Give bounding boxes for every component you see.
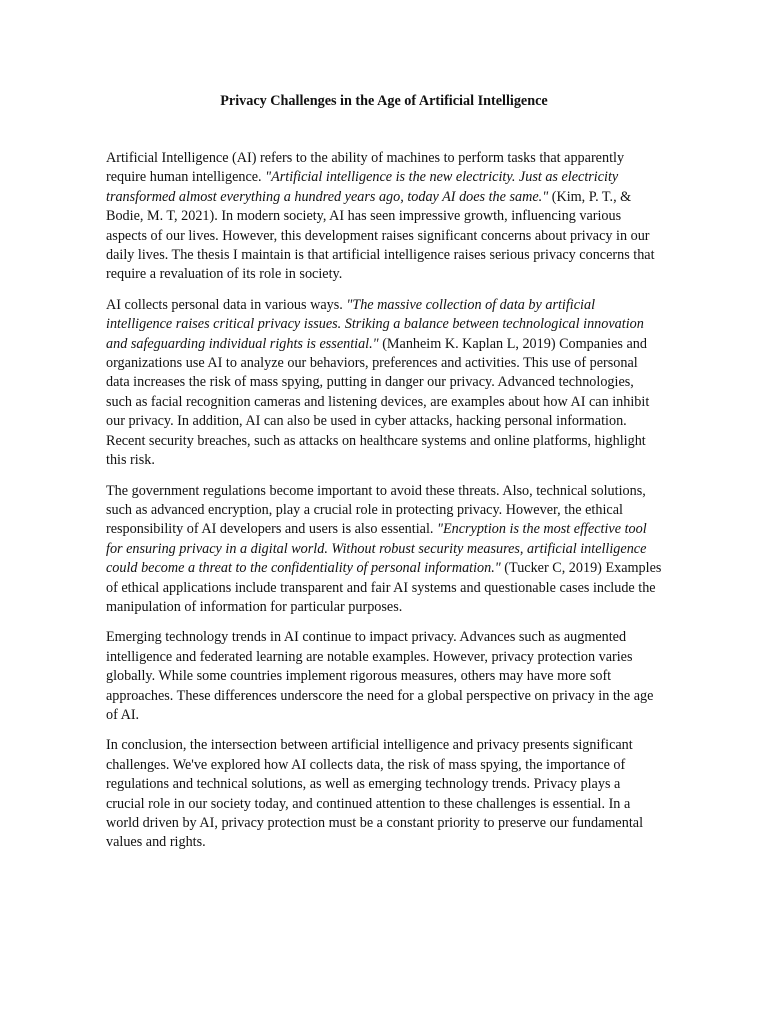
paragraph-text: (Manheim K. Kaplan L, 2019) Companies and organizations use AI to analyze our behaviors, preferences and activities. This use of personal data increases the risk of mass spying, putting in danger our privacy. Advanced technologies, such as facial recognition cameras and listening devices, are examples about how AI can inhibit our privacy. In addition, AI can also be used in cyber attacks, hacking personal information. Recent security breaches, such as attacks on healthcare systems and online platforms, highlight this risk. [106,335,650,469]
paragraph-text: In conclusion, the intersection between artificial intelligence and privacy presents significant challenges. We've explored how AI collects data, the risk of mass spying, the importance of regulations and technical solutions, as well as emerging technology trends. Privacy plays a crucial role in our society today, and continued attention to these challenges is essential. In a world driven by AI, privacy protection must be a constant priority to preserve our fundamental values and rights. [106,737,644,851]
paragraph-data-collection [106,296,662,471]
document-title: Privacy Challenges in the Age of Artificial Intelligence [220,93,548,109]
paragraph-text: The government regulations become important to avoid these threats. Also, technical solutions, such as advanced encryption, play a crucial role in protecting privacy. However, the ethical responsibility of AI developers and users is also essential. [106,482,646,538]
document-body [106,149,662,864]
paragraph-text: AI collects personal data in various ways. [106,296,347,313]
paragraph-text: Artificial Intelligence (AI) refers to the ability of machines to perform tasks that apparently require human intelligence. [106,150,625,186]
quote-text: "Artificial intelligence is the new electricity. Just as electricity transformed almost everything a hundred years ago, today AI does the same." [106,169,619,205]
quote-text: "Encryption is the most effective tool for ensuring privacy in a digital world. Without robust security measures, artificial intelligence could become a threat to the confidentiality of personal information." [106,521,647,577]
paragraph-conclusion [106,736,662,852]
quote-text: "The massive collection of data by artificial intelligence raises critical privacy issues. Striking a balance between technological innovation and safeguarding individual rights is essential." [106,296,644,352]
paragraph-emerging-trends [106,628,662,725]
paragraph-text: (Kim, P. T., & Bodie, M. T, 2021). In modern society, AI has seen impressive growth, influencing various aspects of our lives. However, this development raises significant concerns about privacy in our daily lives. The thesis I maintain is that artificial intelligence raises serious privacy concerns that require a revaluation of its role in society. [106,188,655,283]
paragraph-text: (Tucker C, 2019) Examples of ethical applications include transparent and fair AI systems and questionable cases include the manipulation of information for particular purposes. [106,560,662,615]
paragraph-regulations [106,482,662,618]
paragraph-introduction [106,149,662,285]
paragraph-text: Emerging technology trends in AI continue to impact privacy. Advances such as augmented intelligence and federated learning are notable examples. However, privacy protection varies globally. While some countries implement rigorous measures, others may have more soft approaches. These differences underscore the need for a global perspective on privacy in the age of AI. [106,629,654,723]
